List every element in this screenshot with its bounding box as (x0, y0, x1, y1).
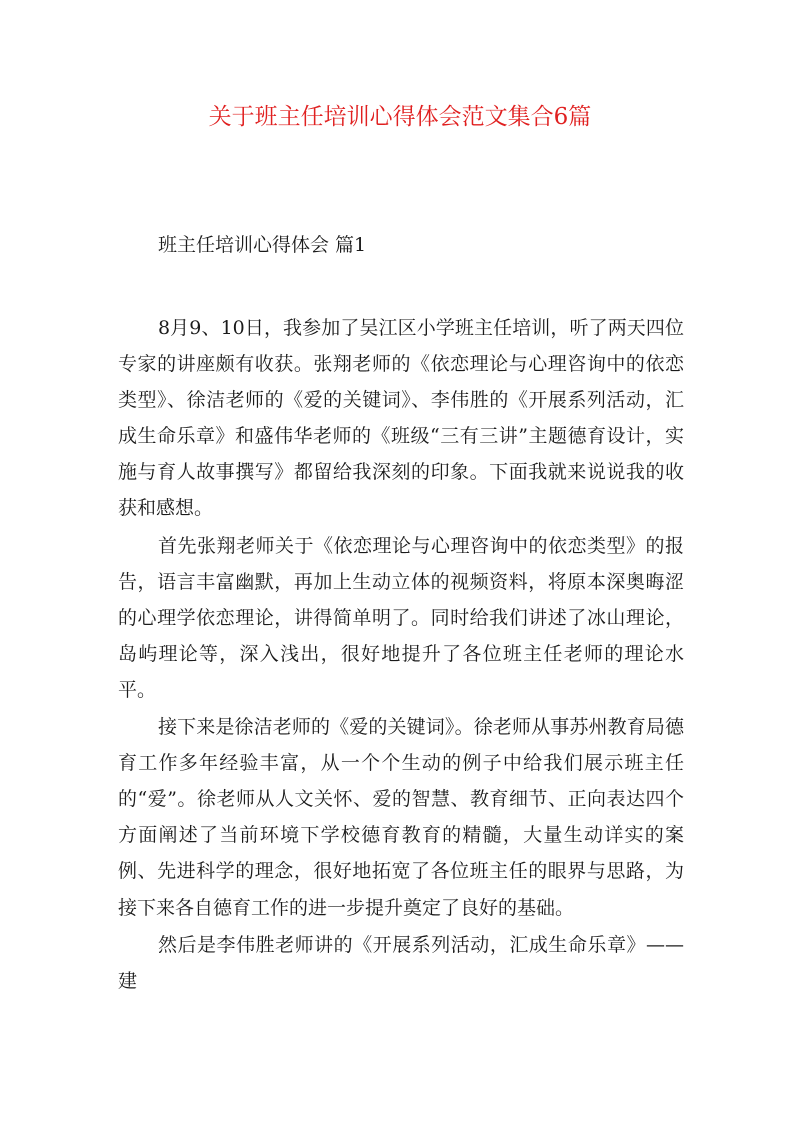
paragraph-4: 然后是李伟胜老师讲的《开展系列活动，汇成生命乐章》——建 (118, 933, 684, 992)
section-title: 班主任培训心得体会 篇1 (158, 234, 367, 256)
paragraph-3: 接下来是徐洁老师的《爱的关键词》。徐老师从事苏州教育局德育工作多年经验丰富，从一个个生动的例子中给我们展示班主任的“爱”。徐老师从人文关怀、爱的智慧、教育细节、正向表达四个方面阐述了当前环境下学校德育教育的精髓，大量生动详实的案例、先进科学的理念，很好地拓宽了各位班主任的眼界与思路，为接下来各自德育工作的进一步提升奠定了良好的基础。 (118, 716, 684, 919)
body-text (118, 310, 684, 1000)
document-title: 关于班主任培训心得体会范文集合6篇 (208, 104, 592, 130)
paragraph-2: 首先张翔老师关于《依恋理论与心理咨询中的依恋类型》的报告，语言丰富幽默，再加上生动立体的视频资料，将原本深奥晦涩的心理学依恋理论，讲得简单明了。同时给我们讲述了冰山理论，岛屿理论等，深入浅出，很好地提升了各位班主任老师的理论水平。 (118, 534, 684, 701)
paragraph-1: 8月9、10日，我参加了吴江区小学班主任培训，听了两天四位专家的讲座颇有收获。张翔老师的《依恋理论与心理咨询中的依恋类型》、徐洁老师的《爱的关键词》、李伟胜的《开展系列活动，汇成生命乐章》和盛伟华老师的《班级“三有三讲”主题德育设计，实施与育人故事撰写》都留给我深刻的印象。下面我就来说说我的收获和感想。 (118, 317, 684, 520)
